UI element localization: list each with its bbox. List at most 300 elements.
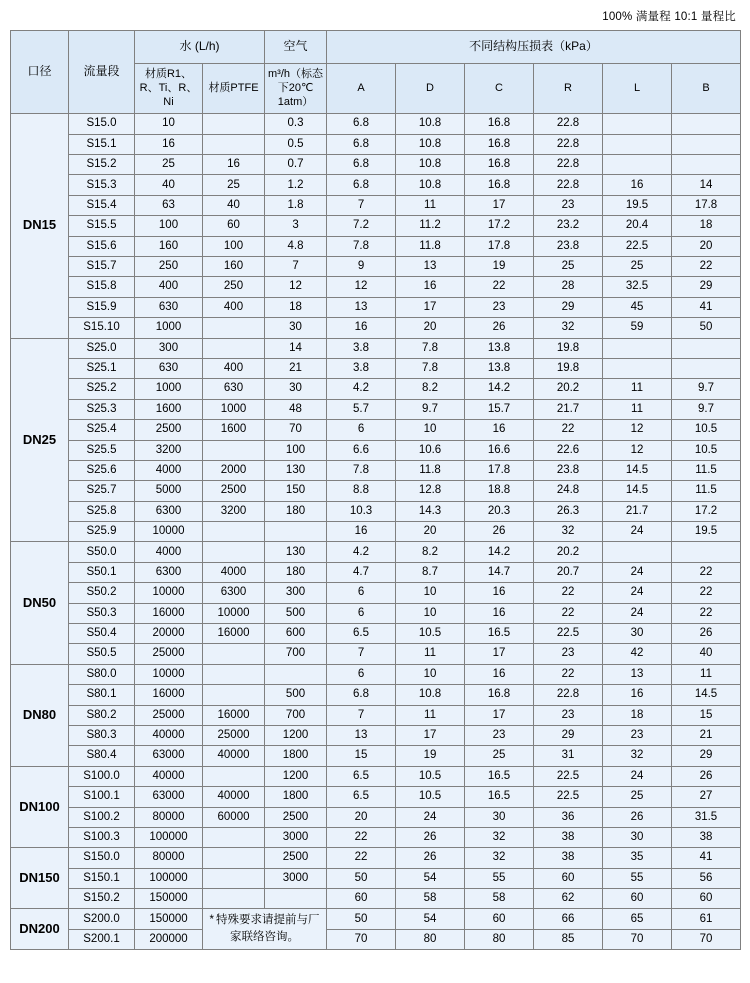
- pressure-loss-a-cell: 4.2: [327, 379, 396, 399]
- table-row: [11, 440, 741, 460]
- header-diameter: 口径: [11, 31, 69, 114]
- header-pressure-l: L: [603, 64, 672, 114]
- flow-segment-cell: S80.2: [69, 705, 135, 725]
- pressure-loss-b-cell: 18: [672, 216, 741, 236]
- pressure-loss-r-cell: 32: [534, 522, 603, 542]
- pressure-loss-r-cell: 22: [534, 603, 603, 623]
- air-flow-cell: 14: [265, 338, 327, 358]
- flow-segment-cell: S15.9: [69, 297, 135, 317]
- flow-segment-cell: S25.7: [69, 481, 135, 501]
- pressure-loss-r-cell: 38: [534, 848, 603, 868]
- pressure-loss-b-cell: 21: [672, 725, 741, 745]
- table-row: [11, 501, 741, 521]
- pressure-loss-r-cell: 19.8: [534, 358, 603, 378]
- table-row: [11, 909, 741, 929]
- pressure-loss-c-cell: 16: [465, 664, 534, 684]
- pressure-loss-d-cell: 11.8: [396, 236, 465, 256]
- pressure-loss-c-cell: 16: [465, 583, 534, 603]
- pressure-loss-r-cell: 32: [534, 318, 603, 338]
- pressure-loss-b-cell: 41: [672, 297, 741, 317]
- pressure-loss-r-cell: 22.8: [534, 155, 603, 175]
- flow-segment-cell: S15.1: [69, 134, 135, 154]
- pressure-loss-c-cell: 18.8: [465, 481, 534, 501]
- top-note: 100% 满量程 10:1 量程比: [602, 11, 736, 23]
- header-water-material-r1: 材质R1、R、Ti、R、Ni: [135, 64, 203, 114]
- water-r1-cell: 80000: [135, 848, 203, 868]
- air-flow-cell: 48: [265, 399, 327, 419]
- air-flow-cell: [265, 522, 327, 542]
- air-flow-cell: 1200: [265, 766, 327, 786]
- pressure-loss-r-cell: 23.8: [534, 460, 603, 480]
- pressure-loss-b-cell: 50: [672, 318, 741, 338]
- water-ptfe-cell: 16000: [203, 624, 265, 644]
- air-flow-cell: 130: [265, 460, 327, 480]
- flow-segment-cell: S100.0: [69, 766, 135, 786]
- pressure-loss-d-cell: 10: [396, 664, 465, 684]
- pressure-loss-a-cell: 5.7: [327, 399, 396, 419]
- pressure-loss-c-cell: 17.8: [465, 236, 534, 256]
- pressure-loss-d-cell: 24: [396, 807, 465, 827]
- pressure-loss-c-cell: 16.5: [465, 766, 534, 786]
- pressure-loss-b-cell: 11.5: [672, 481, 741, 501]
- header-water-material-ptfe: 材质PTFE: [203, 64, 265, 114]
- pressure-loss-l-cell: 35: [603, 848, 672, 868]
- pressure-loss-l-cell: 19.5: [603, 195, 672, 215]
- pressure-loss-r-cell: 22.8: [534, 175, 603, 195]
- table-row: [11, 420, 741, 440]
- diameter-cell-dn25: DN25: [11, 338, 69, 542]
- pressure-loss-c-cell: 13.8: [465, 338, 534, 358]
- pressure-loss-b-cell: 26: [672, 624, 741, 644]
- water-r1-cell: 3200: [135, 440, 203, 460]
- air-flow-cell: 30: [265, 379, 327, 399]
- pressure-loss-c-cell: 17.2: [465, 216, 534, 236]
- pressure-loss-d-cell: 17: [396, 725, 465, 745]
- pressure-loss-r-cell: 22: [534, 664, 603, 684]
- water-ptfe-cell: 1000: [203, 399, 265, 419]
- water-ptfe-cell: 3200: [203, 501, 265, 521]
- flow-segment-cell: S50.0: [69, 542, 135, 562]
- pressure-loss-b-cell: [672, 134, 741, 154]
- pressure-loss-r-cell: 38: [534, 827, 603, 847]
- air-flow-cell: 1.8: [265, 195, 327, 215]
- table-row: [11, 318, 741, 338]
- pressure-loss-l-cell: 11: [603, 399, 672, 419]
- diameter-cell-dn150: DN150: [11, 848, 69, 909]
- pressure-loss-l-cell: 65: [603, 909, 672, 929]
- table-row: [11, 644, 741, 664]
- header-air-units: m³/h（标态下20℃ 1atm）: [265, 64, 327, 114]
- flow-pressure-loss-table: [10, 30, 741, 950]
- pressure-loss-l-cell: [603, 542, 672, 562]
- water-ptfe-cell: [203, 114, 265, 134]
- water-ptfe-cell: 1600: [203, 420, 265, 440]
- pressure-loss-d-cell: 10: [396, 583, 465, 603]
- flow-segment-cell: S50.1: [69, 562, 135, 582]
- diameter-cell-dn200: DN200: [11, 909, 69, 950]
- diameter-cell-dn100: DN100: [11, 766, 69, 848]
- air-flow-cell: 700: [265, 644, 327, 664]
- header-row-groups: [11, 31, 741, 64]
- water-r1-cell: 250: [135, 256, 203, 276]
- flow-segment-cell: S25.3: [69, 399, 135, 419]
- air-flow-cell: 4.8: [265, 236, 327, 256]
- water-r1-cell: 40000: [135, 725, 203, 745]
- pressure-loss-d-cell: 10.5: [396, 624, 465, 644]
- pressure-loss-a-cell: 7.8: [327, 460, 396, 480]
- pressure-loss-l-cell: 23: [603, 725, 672, 745]
- air-flow-cell: 300: [265, 583, 327, 603]
- table-row: [11, 624, 741, 644]
- pressure-loss-c-cell: 16.8: [465, 134, 534, 154]
- pressure-loss-a-cell: 6.6: [327, 440, 396, 460]
- pressure-loss-l-cell: 30: [603, 624, 672, 644]
- air-flow-cell: 0.3: [265, 114, 327, 134]
- water-r1-cell: 40: [135, 175, 203, 195]
- water-r1-cell: 10000: [135, 664, 203, 684]
- table-row: [11, 399, 741, 419]
- water-r1-cell: 1000: [135, 318, 203, 338]
- pressure-loss-b-cell: 22: [672, 256, 741, 276]
- pressure-loss-d-cell: 20: [396, 522, 465, 542]
- water-ptfe-cell: [203, 848, 265, 868]
- pressure-loss-c-cell: 20.3: [465, 501, 534, 521]
- pressure-loss-b-cell: 15: [672, 705, 741, 725]
- pressure-loss-a-cell: 15: [327, 746, 396, 766]
- air-flow-cell: 700: [265, 705, 327, 725]
- flow-segment-cell: S25.2: [69, 379, 135, 399]
- air-flow-cell: 21: [265, 358, 327, 378]
- water-ptfe-cell: 60: [203, 216, 265, 236]
- flow-segment-cell: S15.4: [69, 195, 135, 215]
- pressure-loss-b-cell: 10.5: [672, 420, 741, 440]
- water-ptfe-cell: [203, 440, 265, 460]
- pressure-loss-a-cell: 6.5: [327, 787, 396, 807]
- pressure-loss-r-cell: 36: [534, 807, 603, 827]
- pressure-loss-l-cell: [603, 358, 672, 378]
- pressure-loss-l-cell: 55: [603, 868, 672, 888]
- flow-segment-cell: S150.0: [69, 848, 135, 868]
- water-r1-cell: 200000: [135, 929, 203, 949]
- water-ptfe-cell: 25: [203, 175, 265, 195]
- pressure-loss-b-cell: 29: [672, 277, 741, 297]
- flow-segment-cell: S25.8: [69, 501, 135, 521]
- water-r1-cell: 80000: [135, 807, 203, 827]
- pressure-loss-c-cell: 32: [465, 827, 534, 847]
- air-flow-cell: 130: [265, 542, 327, 562]
- flow-segment-cell: S50.5: [69, 644, 135, 664]
- water-r1-cell: 1600: [135, 399, 203, 419]
- water-ptfe-cell: [203, 827, 265, 847]
- header-group-water: 水 (L/h): [135, 31, 265, 64]
- pressure-loss-a-cell: 6: [327, 583, 396, 603]
- header-pressure-r: R: [534, 64, 603, 114]
- pressure-loss-r-cell: 20.7: [534, 562, 603, 582]
- pressure-loss-r-cell: 85: [534, 929, 603, 949]
- pressure-loss-c-cell: 60: [465, 909, 534, 929]
- air-flow-cell: 100: [265, 440, 327, 460]
- water-ptfe-cell: 630: [203, 379, 265, 399]
- pressure-loss-b-cell: 19.5: [672, 522, 741, 542]
- air-flow-cell: [265, 889, 327, 909]
- water-ptfe-cell: 16: [203, 155, 265, 175]
- air-flow-cell: 30: [265, 318, 327, 338]
- pressure-loss-l-cell: 25: [603, 787, 672, 807]
- air-flow-cell: 180: [265, 562, 327, 582]
- pressure-loss-d-cell: 54: [396, 868, 465, 888]
- pressure-loss-l-cell: [603, 338, 672, 358]
- table-row: [11, 746, 741, 766]
- pressure-loss-d-cell: 80: [396, 929, 465, 949]
- table-row: [11, 134, 741, 154]
- flow-segment-cell: S200.1: [69, 929, 135, 949]
- water-r1-cell: 160: [135, 236, 203, 256]
- pressure-loss-a-cell: 6.8: [327, 114, 396, 134]
- water-ptfe-cell: [203, 889, 265, 909]
- pressure-loss-b-cell: 17.2: [672, 501, 741, 521]
- water-r1-cell: 40000: [135, 766, 203, 786]
- pressure-loss-a-cell: 60: [327, 889, 396, 909]
- pressure-loss-d-cell: 26: [396, 848, 465, 868]
- pressure-loss-a-cell: 50: [327, 909, 396, 929]
- water-r1-cell: 1000: [135, 379, 203, 399]
- pressure-loss-r-cell: 26.3: [534, 501, 603, 521]
- pressure-loss-b-cell: 17.8: [672, 195, 741, 215]
- water-r1-cell: 100000: [135, 868, 203, 888]
- pressure-loss-d-cell: 10.8: [396, 155, 465, 175]
- pressure-loss-b-cell: 40: [672, 644, 741, 664]
- water-ptfe-cell: 25000: [203, 725, 265, 745]
- pressure-loss-r-cell: 23: [534, 195, 603, 215]
- pressure-loss-b-cell: 70: [672, 929, 741, 949]
- pressure-loss-a-cell: 20: [327, 807, 396, 827]
- table-row: [11, 725, 741, 745]
- water-r1-cell: 100: [135, 216, 203, 236]
- air-flow-cell: 0.7: [265, 155, 327, 175]
- pressure-loss-r-cell: 25: [534, 256, 603, 276]
- water-ptfe-cell: [203, 644, 265, 664]
- water-ptfe-cell: 2000: [203, 460, 265, 480]
- water-r1-cell: 6300: [135, 562, 203, 582]
- flow-segment-cell: S15.0: [69, 114, 135, 134]
- pressure-loss-r-cell: 66: [534, 909, 603, 929]
- header-pressure-c: C: [465, 64, 534, 114]
- pressure-loss-r-cell: 22.8: [534, 114, 603, 134]
- flow-segment-cell: S50.2: [69, 583, 135, 603]
- pressure-loss-a-cell: 22: [327, 827, 396, 847]
- pressure-loss-d-cell: 11: [396, 195, 465, 215]
- pressure-loss-c-cell: 19: [465, 256, 534, 276]
- pressure-loss-d-cell: 16: [396, 277, 465, 297]
- pressure-loss-d-cell: 19: [396, 746, 465, 766]
- pressure-loss-b-cell: 10.5: [672, 440, 741, 460]
- table-row: [11, 929, 741, 949]
- pressure-loss-c-cell: 26: [465, 522, 534, 542]
- water-ptfe-cell: 400: [203, 297, 265, 317]
- water-r1-cell: 25000: [135, 705, 203, 725]
- pressure-loss-c-cell: 17: [465, 644, 534, 664]
- pressure-loss-a-cell: 70: [327, 929, 396, 949]
- pressure-loss-d-cell: 10.5: [396, 766, 465, 786]
- air-flow-cell: 2500: [265, 807, 327, 827]
- header-group-air: 空气: [265, 31, 327, 64]
- pressure-loss-a-cell: 10.3: [327, 501, 396, 521]
- air-flow-cell: 600: [265, 624, 327, 644]
- pressure-loss-c-cell: 16: [465, 420, 534, 440]
- header-pressure-d: D: [396, 64, 465, 114]
- pressure-loss-c-cell: 32: [465, 848, 534, 868]
- pressure-loss-d-cell: 9.7: [396, 399, 465, 419]
- water-ptfe-cell: 100: [203, 236, 265, 256]
- pressure-loss-a-cell: 9: [327, 256, 396, 276]
- pressure-loss-b-cell: [672, 542, 741, 562]
- pressure-loss-d-cell: 10: [396, 420, 465, 440]
- pressure-loss-r-cell: 22.8: [534, 134, 603, 154]
- pressure-loss-d-cell: 54: [396, 909, 465, 929]
- diameter-cell-dn80: DN80: [11, 664, 69, 766]
- pressure-loss-b-cell: 56: [672, 868, 741, 888]
- flow-segment-cell: S80.3: [69, 725, 135, 745]
- pressure-loss-a-cell: 13: [327, 297, 396, 317]
- air-flow-cell: 18: [265, 297, 327, 317]
- pressure-loss-l-cell: 24: [603, 766, 672, 786]
- table-row: [11, 297, 741, 317]
- pressure-loss-a-cell: 3.8: [327, 358, 396, 378]
- pressure-loss-b-cell: [672, 338, 741, 358]
- pressure-loss-d-cell: 8.2: [396, 542, 465, 562]
- pressure-loss-l-cell: 21.7: [603, 501, 672, 521]
- table-row: [11, 787, 741, 807]
- diameter-cell-dn50: DN50: [11, 542, 69, 664]
- table-row: [11, 522, 741, 542]
- water-r1-cell: 10000: [135, 522, 203, 542]
- table-row: [11, 766, 741, 786]
- flow-segment-cell: S25.1: [69, 358, 135, 378]
- pressure-loss-r-cell: 22: [534, 420, 603, 440]
- pressure-loss-a-cell: 50: [327, 868, 396, 888]
- pressure-loss-d-cell: 11: [396, 705, 465, 725]
- pressure-loss-b-cell: [672, 358, 741, 378]
- flow-segment-cell: S15.5: [69, 216, 135, 236]
- pressure-loss-l-cell: [603, 134, 672, 154]
- flow-segment-cell: S200.0: [69, 909, 135, 929]
- flow-segment-cell: S50.3: [69, 603, 135, 623]
- pressure-loss-c-cell: 14.7: [465, 562, 534, 582]
- pressure-loss-d-cell: 26: [396, 827, 465, 847]
- water-r1-cell: 6300: [135, 501, 203, 521]
- pressure-loss-b-cell: 31.5: [672, 807, 741, 827]
- pressure-loss-r-cell: 22.5: [534, 787, 603, 807]
- pressure-loss-d-cell: 8.2: [396, 379, 465, 399]
- water-ptfe-cell: 40000: [203, 787, 265, 807]
- air-flow-cell: 3: [265, 216, 327, 236]
- pressure-loss-a-cell: 6: [327, 603, 396, 623]
- pressure-loss-r-cell: 62: [534, 889, 603, 909]
- pressure-loss-l-cell: 20.4: [603, 216, 672, 236]
- flow-segment-cell: S80.1: [69, 685, 135, 705]
- pressure-loss-l-cell: 16: [603, 685, 672, 705]
- pressure-loss-d-cell: 8.7: [396, 562, 465, 582]
- pressure-loss-l-cell: [603, 114, 672, 134]
- header-pressure-a: A: [327, 64, 396, 114]
- pressure-loss-c-cell: 16.8: [465, 685, 534, 705]
- pressure-loss-a-cell: 6.5: [327, 766, 396, 786]
- pressure-loss-d-cell: 14.3: [396, 501, 465, 521]
- pressure-loss-a-cell: 13: [327, 725, 396, 745]
- pressure-loss-a-cell: 22: [327, 848, 396, 868]
- pressure-loss-d-cell: 10.5: [396, 787, 465, 807]
- water-ptfe-cell: [203, 766, 265, 786]
- water-ptfe-cell: [203, 338, 265, 358]
- pressure-loss-l-cell: 59: [603, 318, 672, 338]
- table-row: [11, 256, 741, 276]
- pressure-loss-l-cell: 24: [603, 603, 672, 623]
- pressure-loss-b-cell: 60: [672, 889, 741, 909]
- water-ptfe-cell: 4000: [203, 562, 265, 582]
- pressure-loss-d-cell: 10.8: [396, 114, 465, 134]
- pressure-loss-r-cell: 22: [534, 583, 603, 603]
- pressure-loss-l-cell: 25: [603, 256, 672, 276]
- table-row: [11, 195, 741, 215]
- water-ptfe-cell: [203, 664, 265, 684]
- pressure-loss-b-cell: 14: [672, 175, 741, 195]
- water-r1-cell: 300: [135, 338, 203, 358]
- pressure-loss-c-cell: 22: [465, 277, 534, 297]
- pressure-loss-b-cell: 26: [672, 766, 741, 786]
- water-ptfe-cell: [203, 542, 265, 562]
- pressure-loss-r-cell: 23: [534, 705, 603, 725]
- table-row: [11, 155, 741, 175]
- pressure-loss-r-cell: 24.8: [534, 481, 603, 501]
- pressure-loss-l-cell: 12: [603, 440, 672, 460]
- water-r1-cell: 10000: [135, 583, 203, 603]
- pressure-loss-l-cell: 26: [603, 807, 672, 827]
- pressure-loss-a-cell: 7: [327, 195, 396, 215]
- pressure-loss-d-cell: 10.8: [396, 685, 465, 705]
- pressure-loss-l-cell: 14.5: [603, 481, 672, 501]
- pressure-loss-b-cell: 9.7: [672, 399, 741, 419]
- pressure-loss-a-cell: 6.8: [327, 155, 396, 175]
- water-r1-cell: 16000: [135, 603, 203, 623]
- pressure-loss-l-cell: 24: [603, 583, 672, 603]
- flow-segment-cell: S15.10: [69, 318, 135, 338]
- pressure-loss-a-cell: 7: [327, 644, 396, 664]
- pressure-loss-c-cell: 16.8: [465, 114, 534, 134]
- water-ptfe-cell: 16000: [203, 705, 265, 725]
- pressure-loss-l-cell: [603, 155, 672, 175]
- pressure-loss-l-cell: 45: [603, 297, 672, 317]
- water-ptfe-cell: [203, 318, 265, 338]
- air-flow-cell: 7: [265, 256, 327, 276]
- air-flow-cell: 3000: [265, 827, 327, 847]
- pressure-loss-l-cell: 11: [603, 379, 672, 399]
- pressure-loss-d-cell: 11: [396, 644, 465, 664]
- pressure-loss-r-cell: 22.6: [534, 440, 603, 460]
- pressure-loss-b-cell: 22: [672, 583, 741, 603]
- pressure-loss-d-cell: 10: [396, 603, 465, 623]
- air-flow-cell: 12: [265, 277, 327, 297]
- water-ptfe-cell: 40: [203, 195, 265, 215]
- table-row: [11, 583, 741, 603]
- pressure-loss-l-cell: 24: [603, 522, 672, 542]
- water-ptfe-cell: 6300: [203, 583, 265, 603]
- pressure-loss-c-cell: 17: [465, 195, 534, 215]
- water-ptfe-cell: 60000: [203, 807, 265, 827]
- pressure-loss-a-cell: 7.8: [327, 236, 396, 256]
- water-r1-cell: 630: [135, 297, 203, 317]
- water-r1-cell: 25000: [135, 644, 203, 664]
- pressure-loss-r-cell: 28: [534, 277, 603, 297]
